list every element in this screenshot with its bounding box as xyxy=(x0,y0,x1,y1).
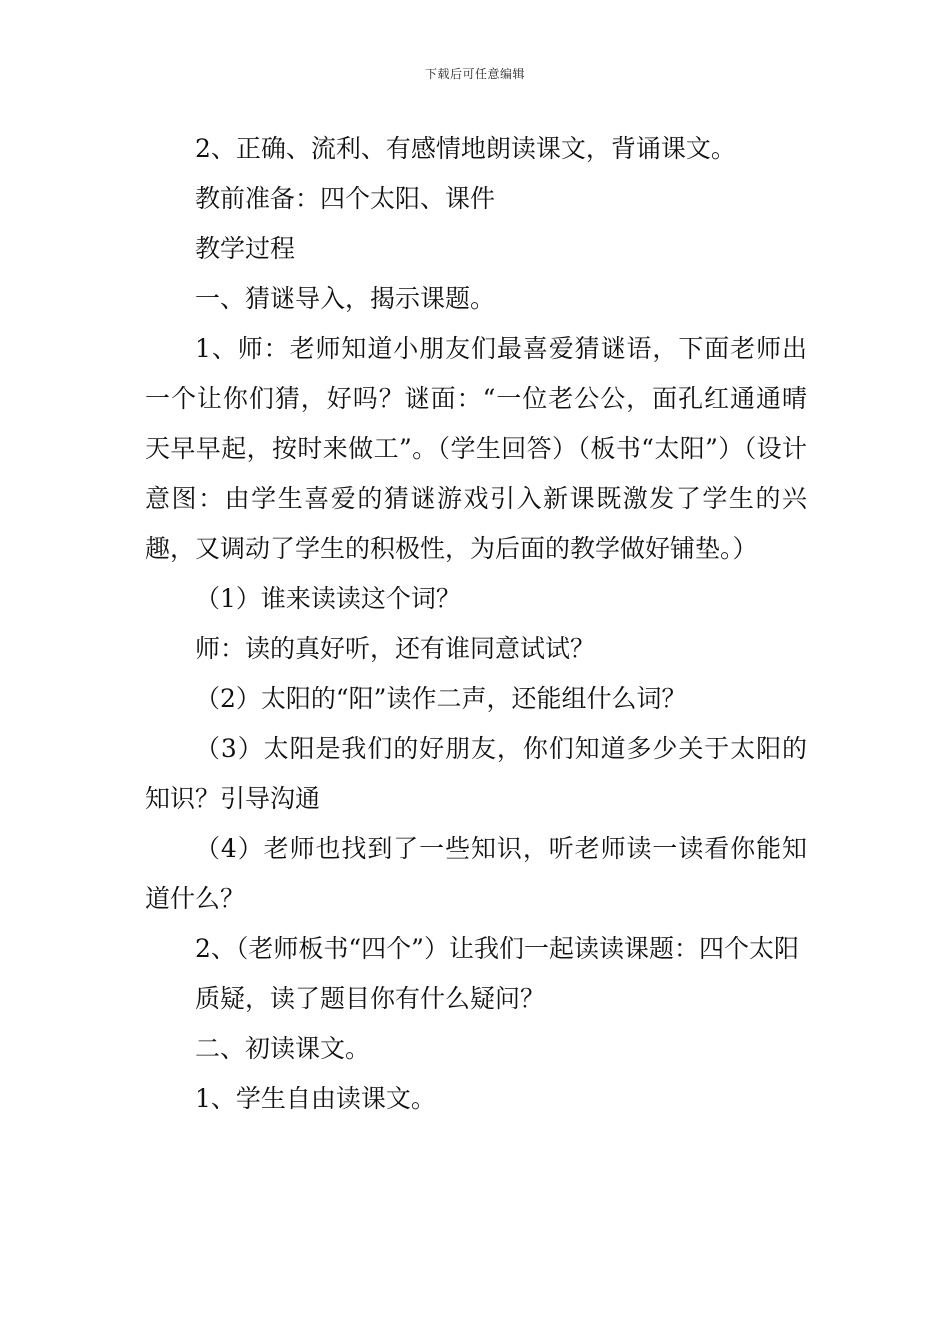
question-one: （1）谁来读读这个词？ xyxy=(195,584,461,613)
question-three: （3）太阳是我们的好朋友，你们知道多少关于太阳的知识？引导沟通 xyxy=(145,734,807,813)
teacher-praise: 师：读的真好听，还有谁同意试试？ xyxy=(195,634,596,663)
question-two: （2）太阳的“阳”读作二声，还能组什么词？ xyxy=(195,684,687,713)
riddle-paragraph: 1、师：老师知道小朋友们最喜爱猜谜语，下面老师出一个让你们猜，好吗？谜面：“一位老公公，面孔红通通晴天早早起，按时来做工”。（学生回答）（板书“太阳”）（设计意图：由学生喜爱的猜谜游戏引入新课既激发了学生的兴趣，又调动了学生的积极性，为后面的教学做好铺垫。） xyxy=(145,334,807,563)
questioning-paragraph: 质疑，读了题目你有什么疑问？ xyxy=(195,984,546,1013)
document-body xyxy=(145,124,807,1124)
question-four: （4）老师也找到了一些知识，听老师读一读看你能知道什么？ xyxy=(145,834,807,913)
free-reading-paragraph: 1、学生自由读课文。 xyxy=(195,1084,436,1113)
section-two-heading: 二、初读课文。 xyxy=(195,1034,371,1063)
preparation-paragraph: 教前准备：四个太阳、课件 xyxy=(195,184,496,213)
section-one-heading: 一、猜谜导入，揭示课题。 xyxy=(195,284,496,313)
title-reading-paragraph: 2、（老师板书“四个”）让我们一起读读课题：四个太阳 xyxy=(195,934,799,963)
page-header: 下载后可任意编辑 xyxy=(424,67,525,81)
process-heading: 教学过程 xyxy=(195,234,296,263)
objective-paragraph: 2、正确、流利、有感情地朗读课文，背诵课文。 xyxy=(195,134,736,163)
